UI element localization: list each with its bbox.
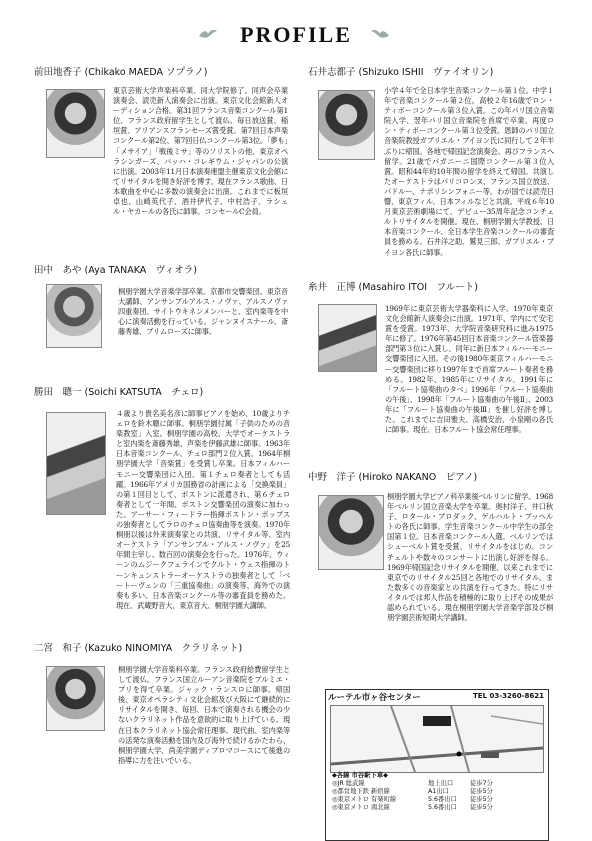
profile-name: 中野 洋子 (Hiroko NAKANO ピアノ) [308,472,478,483]
portrait-photo [46,412,106,515]
venue-phone: TEL 03-3260-8621 [473,692,544,700]
profile-bio: 1969年に東京芸術大学器楽科に入学。1970年東京文化会館新人演奏会に出演。1971年、学内にて安宅賞を受賞。1973年、大学院音楽研究科に進み1975年に修了。1976年第45回日本音楽コンクール管楽器部門第３位に入賞し、同年に新日本フィルハーモニー交響楽団に入団。その後1980年東京フィルハーモニー交響楽団に移り1997年まで首席フルート奏者を務める。1982年、1985年にリサイタル、1991年に「フルート協奏曲のタベ」1996年「フルート協奏曲の午後」、1998年「フルート協奏曲の午後Ⅱ」、2003年に「フルート協奏曲の午後Ⅲ」を催し好評を博した。これまでに吉田雅夫、高橋安治、小泉剛の各氏に師事。現在、日本フルート協会常任理事。 [385,304,553,435]
access-row: ◎東京メトロ 有楽町線 5.6番出口 徒歩5分 [332,796,493,803]
portrait-photo [318,90,375,160]
profile-bio: 桐朋学園大学音楽科卒業。フランス政府給費留学生として渡仏。フランス国立ルーアン音楽院をプルミエ・プリを得て卒業。ジャック・ランスロに師事。帰国後、東京オペラシティ文化会館及び大阪にて継続的にリサイタルを開き、毎回、日本で演奏される機会の少ないクラリネット作品を意欲的に取り上げている。現在日本クラリネット協会常任理事。現代曲、室内楽等の活発な演奏活動を国内及び海外で続けるかたわら、桐朋学園大学、尚美学園ディプロマコースにて後進の指導に力を注いでいる。 [118,665,290,765]
portrait-photo [318,495,384,570]
profile-bio: 桐朋学園大学音楽学部卒業。京都市交響楽団、東京音大講師、アンサンブルアルス・ノヴァ、アルスノヴァ四重奏団、サイトウキネンメンバーと、室内楽等を中心に演奏活動を行っている。ジャンヌイスナール、斎藤秀雄、ブリムローズに師事。 [118,287,288,337]
portrait-photo [318,304,377,372]
venue-name: ルーテル市ヶ谷センター [328,691,544,703]
portrait-photo [46,284,102,348]
profile-name: 糸井 正博 (Masahiro ITOI フルート) [308,282,478,293]
profile-name: 二宮 和子 (Kazuko NINOMIYA クラリネット) [34,643,243,654]
portrait-photo [46,666,105,731]
portrait-photo [46,89,105,158]
profile-bio: ４歳より貴名美名彦に師事ピアノを始め、10歳よりチェロを鈴木聰に師事。桐朋学園付属「子供のための音楽教室」入室。桐朋学園の高校、大学でオーケストラと室内楽を斎藤秀雄、声楽を伊藤武雄に師事。1963年日本音楽コンクール、チェロ部門２位入賞。1964年桐朋学園大学「音楽賞」を受賞し卒業。日本フィルハーモニー交響楽団に入団、第１チェロ奏者としても活躍。1966年アメリカ国務省の計画による「交換楽員」の第１回目として、ボストンに派遣され、第６チェロ奏者として一年間、ボストン交響楽団の演奏に加わった。アーサー・フィードラー指揮ボストン・ポップスの独奏者としてラロのチェロ協奏曲等を演奏。1970年桐朋以後は外来演奏家との共演、リサイタル等、室内オーケストラ「アンサンブル・アルス・ノヴァ」を25年間主宰し、数百回の演奏会を行った。1976年、ウィーンのムジークフェラインでクルト・ウェス指揮のトーンキュンストラーオーケストラの独奏者として「ベートーヴェンの「三重協奏曲」の演奏等、海外での演奏も多い。日本音楽コンクール等の審査員を務めた。現在、武蔵野音大、東京音大、桐朋学園大講師。 [116,409,290,610]
profile-bio: 小学４年で全日本学生音楽コンクール第１位。中学１年で音楽コンクール第２位。高校２年16歳でロン・ティボーコンクール第３位入賞。この年パリ国立音楽院入学、翌年パリ国立音楽院を首席で卒業。再度ロン・ティボーコンクール第３位受賞。恩師のパリ国立音楽院教授ガブリエル・ブイヨン氏に同行して２年半ぶりに帰国。各地で帰国記念演奏会。再びフランスへ留学。21歳でパガニーニ国際コンクール第３位入賞。昭和44年約10年間の留学を終えて帰国。共演したオーケストラはパリコロンヌ、フランス国立放送、パドルー、ナポリシンフォニー等。わが国では読売日響、東京フィル、日本フィルなどと共演。平成６年10月東京芸術劇場にて、デビュー35周年記念コンチェルトリサイタルを開催。現在、桐朋学園大学教授、日本音楽コンクール、全日本学生音楽コンクールの審査員を務める。石井洋之助、鷲見三郎、ガブリエル・ブイヨン各氏に師事。 [384,86,554,257]
profile-bio: 桐朋学園大学ピアノ科卒業後ベルリンに留学。1968年ベルリン国立音楽大学を卒業。奥村洋子、井口秋子、ロタール・ブロダック、ゲルハルト・プッヘルトの各氏に師事。学生音楽コンクール中学生の部全国第１位。日本音楽コンクール入選。ベルリンではシューベルト賞を受賞、リサイタルをはじめ、コンチェルトや数々のコンサートに出演し好評を得る。1969年帰国記念リサイタルを開催、以来これまでに東京でのリサイタル25回と各地でのリサイタル、また数多くの音楽家との共演を行ってきた。特にリサイタルでは邦人作品を積極的に取り上げその成果が認められている。現在桐朋学園大学音楽学部及び桐朋学園芸術短期大学講師。 [387,492,553,623]
profile-name: 前田地香子 (Chikako MAEDA ソプラノ) [34,67,208,78]
venue-map [325,689,549,841]
access-header: ◆各線 市谷駅下車◆ [332,772,388,779]
page-title: PROFILE [240,22,352,47]
access-row: ◎東京メトロ 南北線 5.6番出口 徒歩5分 [332,804,493,811]
dove-icon [370,28,390,40]
access-row: ◎JR 総武線 地上出口 徒歩7分 [332,780,493,787]
profile-bio: 東京芸術大学声楽科卒業、同大学院修了。同声会卒業演奏会、読売新人演奏会に出演。東京文化会館新人オーディション合格。第31回フランス音楽コンクール第1位、フランス政府留学生として渡仏。毎日放送賞、稲垣賞、アリアンスフランセーズ賞受賞。第7回日本声楽コンクール第2位、第7回日仏コンクール第3位。「夢も」「メサイア」「戦後ミサ」等のソリストの他、東京オペラシンガーズ、バッハ・コレギウム・ジャパンの公演に出演。2003年11月日本演奏連盟主催東京文化会館にてリサイタルを開き好評を博す。現在フランス歌曲、日本歌曲を中心に多数の演奏会に出演。これまでに板垣卓也、山崎英代子、酒井伊代子、中村浩子、ラシェル・ヤカールの各氏に師事。コンセールC会員。 [113,86,288,217]
access-row: ◎都営地下鉄 新宿線 A1出口 徒歩5分 [332,788,493,795]
profile-name: 田中 あや (Aya TANAKA ヴィオラ) [34,265,197,276]
profile-name: 石井志都子 (Shizuko ISHII ヴァイオリン) [308,67,494,78]
map-diagram [330,705,544,773]
access-info [332,772,544,812]
profile-name: 勝田 聰一 (Soichi KATSUTA チェロ) [34,387,204,398]
